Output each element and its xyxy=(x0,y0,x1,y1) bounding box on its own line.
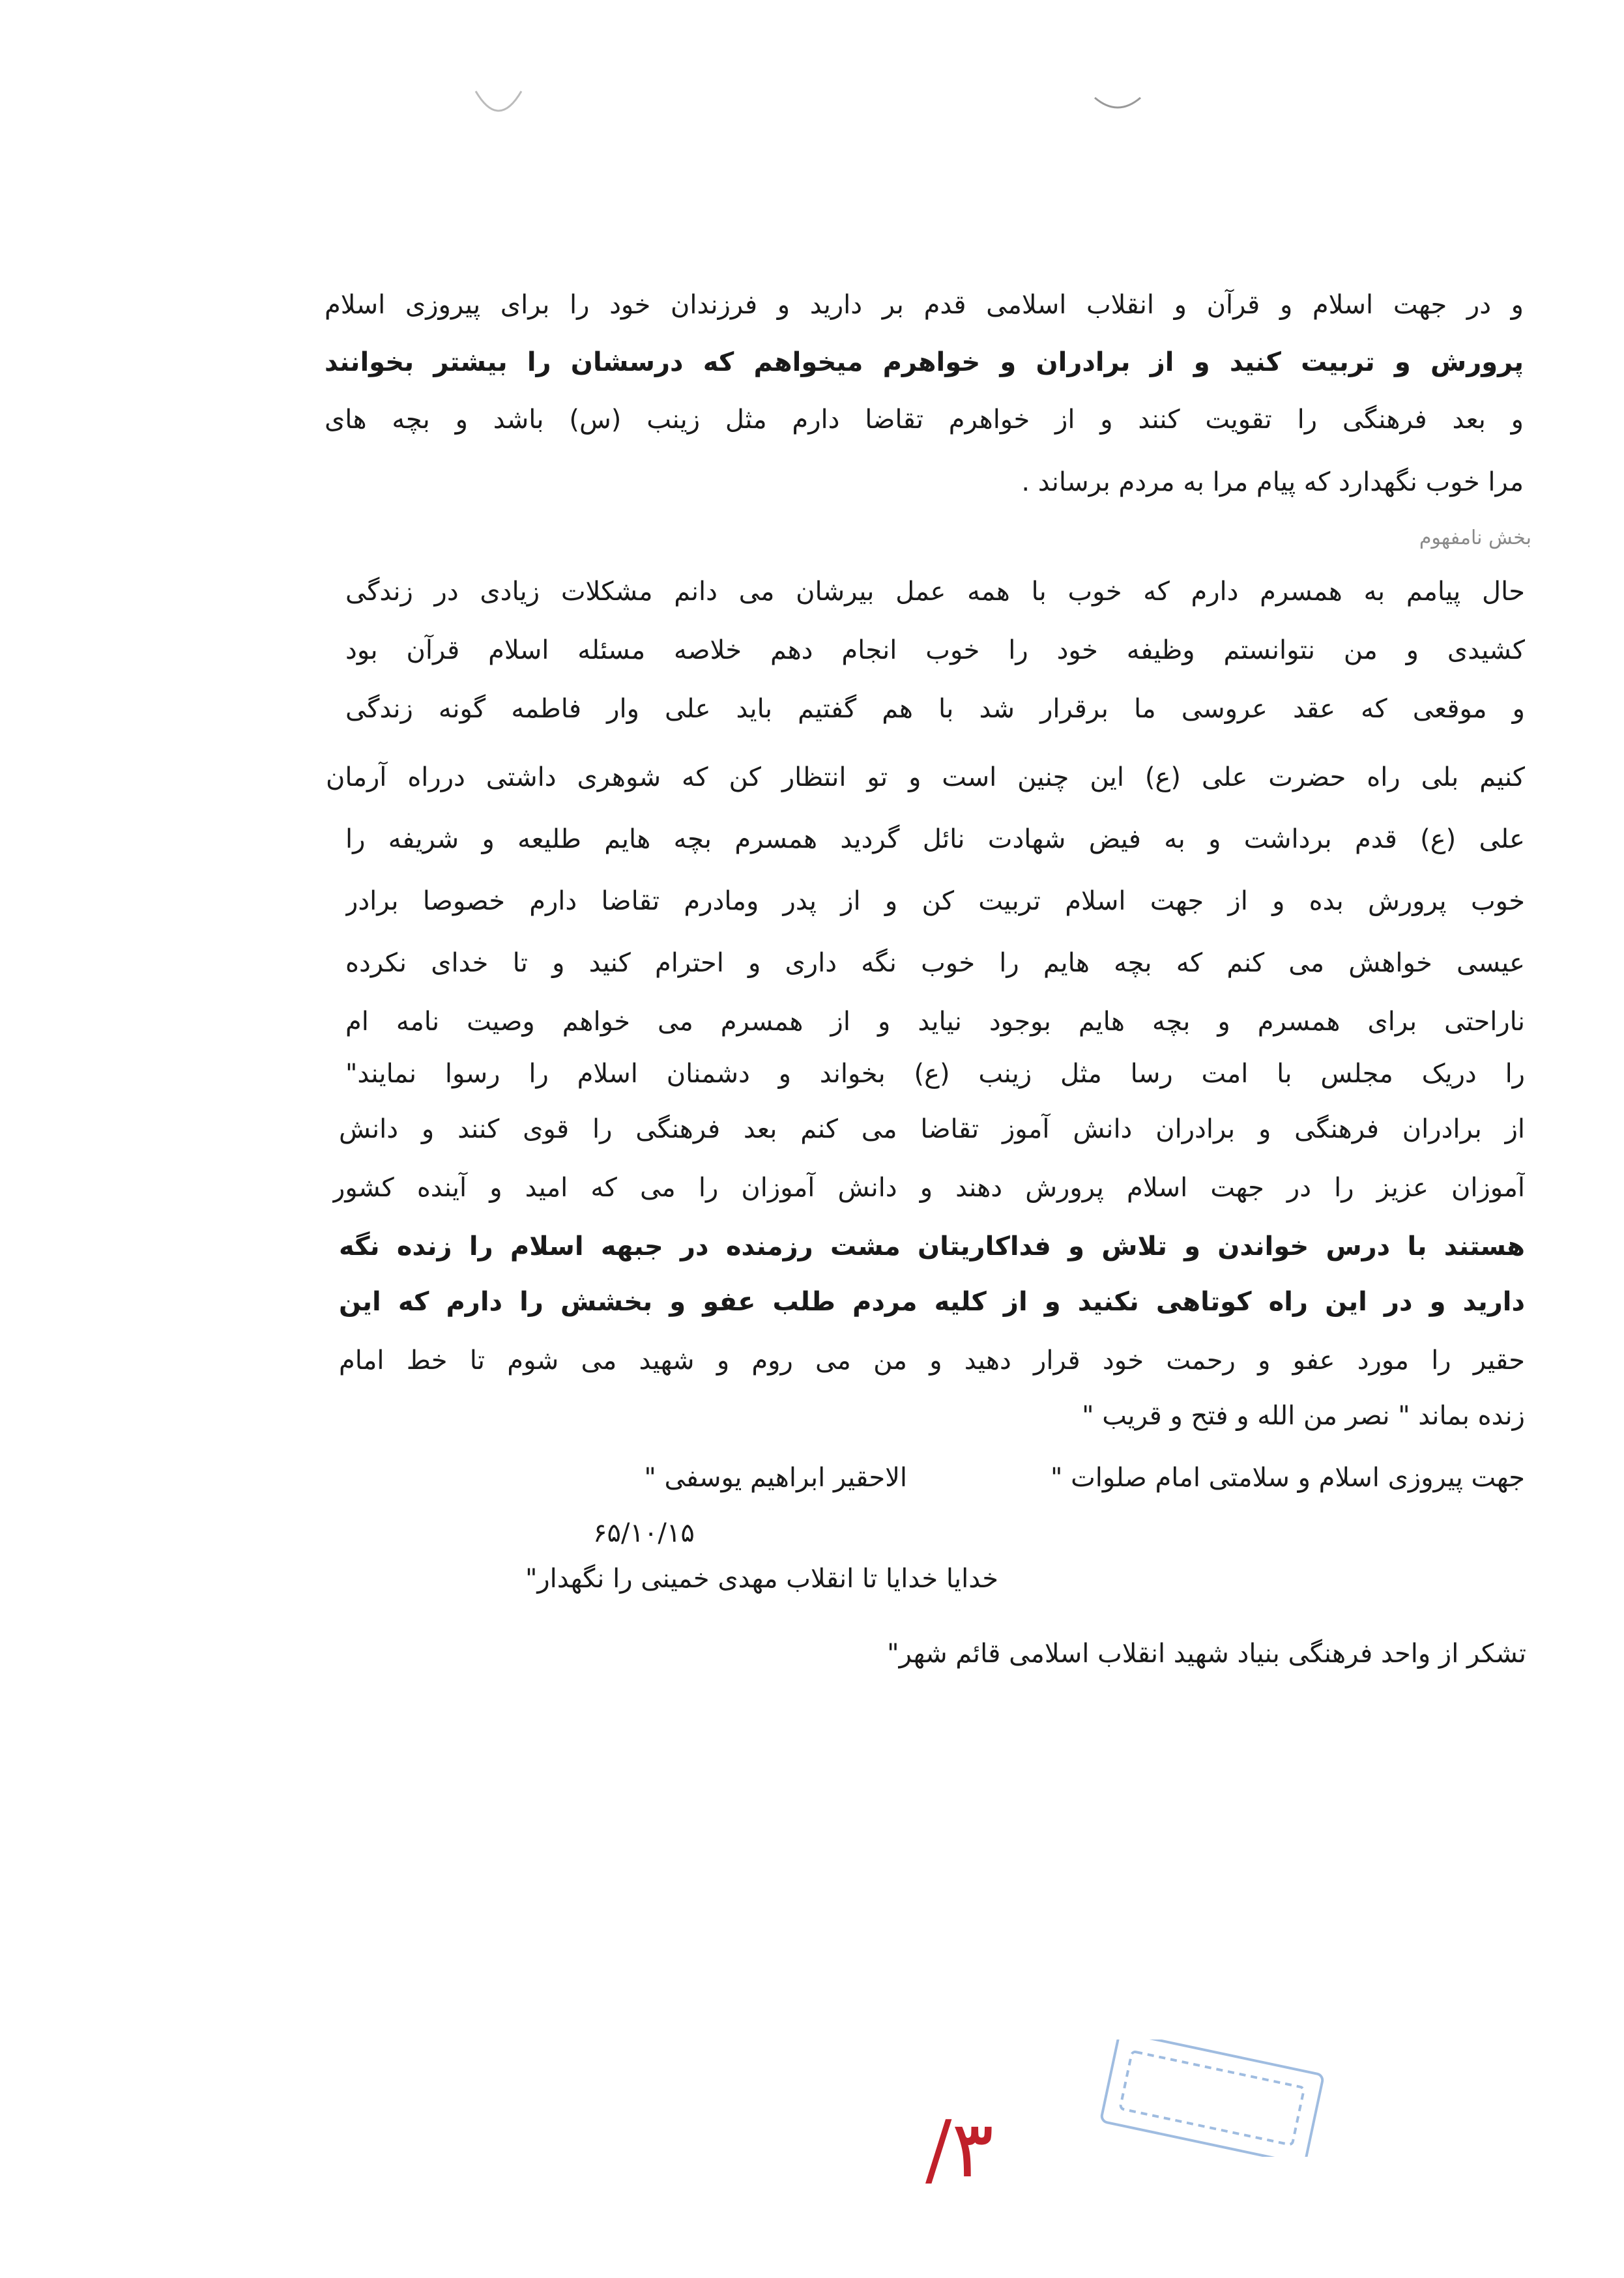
body-line-4: مرا خوب نگهدارد که پیام مرا به مردم برساند . xyxy=(1021,467,1524,497)
closing-date: ۶۵/۱۰/۱۵ xyxy=(593,1518,695,1548)
body-line-14: را دریک مجلس با امت رسا مثل زینب (ع) بخواند و دشمنان اسلام را رسوا نمایند" xyxy=(345,1059,1525,1089)
body-line-16: آموزان عزیز را در جهت اسلام پرورش دهند و دانش آموزان را می که امید و آینده کشور xyxy=(332,1173,1525,1203)
closing-thanks: تشکر از واحد فرهنگی بنیاد شهید انقلاب اسلامی قائم شهر" xyxy=(887,1639,1526,1669)
body-line-8: و موقعی که عقد عروسی ما برقرار شد با هم گفتیم باید علی وار فاطمه گونه زندگی xyxy=(345,694,1525,724)
punch-mark-left xyxy=(469,85,528,124)
body-line-9: کنیم بلی راه حضرت علی (ع) این چنین است و تو انتظار کن که شوهری داشتی درراه آرمان xyxy=(326,762,1525,792)
closing-prayer: خدایا خدایا تا انقلاب مهدی خمینی را نگهدار" xyxy=(525,1564,998,1594)
body-line-13: ناراحتی برای همسرم و بچه هایم بوجود نیاید و از همسرم می خواهم وصیت نامه ام xyxy=(345,1007,1525,1037)
body-line-11: خوب پرورش بده و از جهت اسلام تربیت کن و از پدر ومادرم تقاضا دارم خصوصا برادر xyxy=(345,886,1525,916)
page-number: ۳/ xyxy=(925,2105,994,2195)
body-line-1: و در جهت اسلام و قرآن و انقلاب اسلامی قدم بر دارید و فرزندان خود را برای پیروزی اسلام xyxy=(325,290,1524,320)
body-line-12: عیسی خواهش می کنم که بچه هایم را خوب نگه داری و احترام کنید و تا خدای نکرده xyxy=(345,948,1525,978)
body-line-7: کشیدی و من نتوانستم وظیفه خود را خوب انجام دهم خلاصه مسئله اسلام قرآن بود xyxy=(345,635,1525,665)
body-line-10: علی (ع) قدم برداشت و به فیض شهادت نائل گردید همسرم بچه هایم طلیعه و شریفه را xyxy=(345,824,1525,854)
faint-note: بخش نامفهوم xyxy=(1419,526,1531,549)
body-line-3: و بعد فرهنگی را تقویت کنند و از خواهرم تقاضا دارم مثل زینب (س) باشد و بچه های xyxy=(325,405,1524,435)
body-line-15: از برادران فرهنگی و برادران دانش آموز تقاضا می کنم بعد فرهنگی را قوی کنند و دانش xyxy=(339,1114,1525,1144)
closing-signature: الاحقیر ابراهیم یوسفی " xyxy=(644,1463,907,1493)
punch-mark-right xyxy=(1088,85,1147,124)
body-line-20: زنده بماند " نصر من الله و فتح و قریب " xyxy=(1082,1401,1525,1431)
body-line-17: هستند با درس خواندن و تلاش و فداکاریتان مشت رزمنده در جبهه اسلام را زنده نگه xyxy=(339,1232,1525,1262)
body-line-18: دارید و در این راه کوتاهی نکنید و از کلیه مردم طلب عفو و بخشش را دارم که این xyxy=(339,1287,1525,1317)
body-line-19: حقیر را مورد عفو و رحمت خود قرار دهید و من می روم و شهید می شوم تا خط امام xyxy=(339,1346,1525,1376)
stamp-mark xyxy=(1095,2040,1329,2157)
body-line-2: پرورش و تربیت کنید و از برادران و خواهرم میخواهم که درسشان را بیشتر بخوانند xyxy=(325,347,1524,377)
body-line-6: حال پیامم به همسرم دارم که خوب با همه عمل بیرشان می دانم مشکلات زیادی در زندگی xyxy=(345,577,1525,607)
closing-prefix: جهت پیروزی اسلام و سلامتی امام صلوات " xyxy=(1051,1463,1525,1493)
